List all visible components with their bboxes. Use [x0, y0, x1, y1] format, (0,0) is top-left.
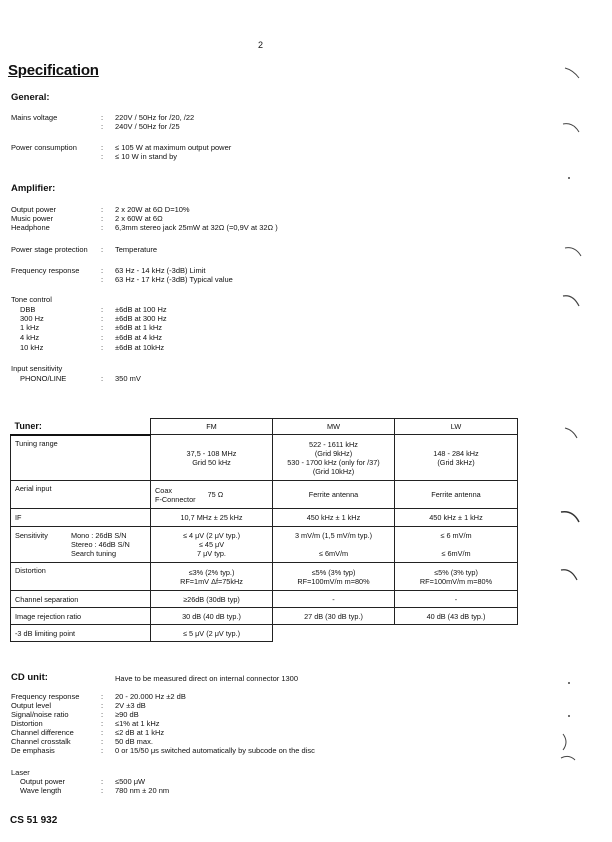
cell-line: ≤ 45 μV: [198, 540, 225, 549]
laser-sub-label: Output power: [20, 777, 66, 786]
margin-mark: [568, 177, 570, 179]
cell-line: (Grid 9kHz): [314, 448, 353, 458]
colon: :: [101, 786, 104, 795]
cd-value: ≤1% at 1 kHz: [115, 719, 160, 728]
headphone-label: Headphone: [11, 223, 50, 232]
margin-mark: [563, 124, 579, 132]
table-row: [11, 625, 518, 642]
cell-line: Coax: [155, 485, 173, 495]
page-title: Specification: [8, 62, 99, 79]
power-consumption-value-2: ≤ 10 W in stand by: [115, 152, 178, 161]
cell-line: ≤3% (2% typ.): [188, 567, 235, 577]
laser-value: 780 nm ± 20 nm: [115, 786, 170, 795]
colon: :: [101, 374, 104, 383]
input-sensitivity-value: 350 mV: [115, 374, 141, 383]
cd-heading: CD unit:: [11, 672, 48, 683]
image-rejection-lw: 40 dB (43 dB typ.): [395, 608, 518, 625]
cd-value: ≥90 dB: [115, 710, 139, 719]
frequency-response-label: Frequency response: [11, 266, 80, 275]
cd-value: 2V ±3 dB: [115, 701, 146, 710]
image-rejection-mw: 27 dB (30 dB typ.): [273, 608, 395, 625]
colon: :: [101, 305, 104, 314]
limiting-point-fm: ≤ 5 μV (2 μV typ.): [151, 625, 273, 642]
tuning-range-fm: [151, 435, 273, 481]
colon: :: [101, 333, 104, 342]
cd-label: De emphasis: [11, 746, 55, 755]
colon: :: [101, 746, 104, 755]
cell-line: ≤ 6mV/m: [318, 549, 349, 558]
colon: :: [101, 737, 104, 746]
margin-mark: [565, 68, 579, 78]
cell-line: RF=100mV/m m=80%: [297, 576, 370, 586]
table-row: [11, 527, 518, 563]
margin-mark: [565, 428, 577, 438]
colon: :: [101, 152, 104, 161]
cd-value: 0 or 15/50 μs switched automatically by subcode on the disc: [115, 746, 315, 755]
cd-label: Frequency response: [11, 692, 80, 701]
cell-line: Stereo : 46dB S/N: [71, 540, 130, 549]
margin-mark: [568, 682, 570, 684]
tone-sub-label: 300 Hz: [20, 314, 44, 323]
sensitivity-label: Sensitivity: [15, 531, 48, 540]
output-power-value: 2 x 20W at 6Ω D=10%: [115, 205, 190, 214]
colon: :: [101, 719, 104, 728]
cell-line: (Grid 3kHz): [437, 457, 475, 467]
colon: :: [101, 275, 104, 284]
separation-lw: -: [395, 591, 518, 608]
separation-label: Channel separation: [11, 591, 151, 608]
colon: :: [101, 266, 104, 275]
power-consumption-value-1: ≤ 105 W at maximum output power: [115, 143, 232, 152]
cd-value: ≤2 dB at 1 kHz: [115, 728, 165, 737]
amplifier-heading: Amplifier:: [11, 183, 56, 194]
tuning-range-mw: [273, 435, 395, 481]
if-label: IF: [11, 509, 151, 527]
aerial-fm: [151, 481, 273, 509]
tone-sub-label: 4 kHz: [20, 333, 40, 342]
cell-line: Grid 50 kHz: [192, 457, 231, 467]
table-row: [11, 509, 518, 527]
general-heading: General:: [11, 92, 50, 103]
cd-value: 20 - 20.000 Hz ±2 dB: [115, 692, 186, 701]
distortion-lw: [395, 563, 518, 591]
distortion-mw: [273, 563, 395, 591]
colon: :: [101, 223, 104, 232]
table-row: [11, 435, 518, 481]
mains-voltage-value-1: 220V / 50Hz for /20, /22: [115, 113, 195, 122]
col-fm: FM: [151, 419, 273, 435]
cell-line: F-Connector: [155, 494, 196, 504]
power-consumption-label: Power consumption: [11, 143, 77, 152]
margin-mark: [561, 512, 579, 522]
colon: :: [101, 701, 104, 710]
colon: :: [101, 777, 104, 786]
input-sensitivity-label: Input sensitivity: [11, 364, 63, 373]
headphone-value: 6,3mm stereo jack 25mW at 32Ω (=0,9V at 32Ω ): [115, 223, 278, 232]
cell-line: 75 Ω: [207, 490, 224, 499]
cd-label: Output level: [11, 701, 52, 710]
margin-mark: [561, 570, 577, 580]
tuning-range-label: Tuning range: [11, 435, 151, 481]
aerial-mw: Ferrite antenna: [273, 481, 395, 509]
aerial-label: Aerial input: [11, 481, 151, 509]
tone-value: ±6dB at 1 kHz: [115, 323, 163, 332]
cell-line: 530 - 1700 kHz (only for /37): [287, 457, 380, 467]
protection-value: Temperature: [115, 245, 158, 254]
distortion-label: Distortion: [11, 563, 151, 591]
cell-line: 148 - 284 kHz: [433, 448, 479, 458]
scan-margin-marks: [555, 50, 605, 810]
tuner-heading: Tuner:: [11, 419, 151, 435]
tone-value: ±6dB at 4 kHz: [115, 333, 163, 342]
colon: :: [101, 122, 104, 131]
colon: :: [101, 113, 104, 122]
cell-line: Search tuning: [71, 549, 117, 558]
tuning-range-lw: [395, 435, 518, 481]
table-row: [11, 608, 518, 625]
sensitivity-lw: [395, 527, 518, 563]
cd-label: Signal/noise ratio: [11, 710, 69, 719]
colon: :: [101, 692, 104, 701]
if-lw: 450 kHz ± 1 kHz: [395, 509, 518, 527]
cd-label: Distortion: [11, 719, 43, 728]
sensitivity-mw: [273, 527, 395, 563]
cell-line: (Grid 10kHz): [312, 466, 355, 476]
separation-mw: -: [273, 591, 395, 608]
colon: :: [101, 205, 104, 214]
margin-mark: [563, 734, 566, 750]
cd-label: Channel difference: [11, 728, 74, 737]
margin-mark: [568, 715, 570, 717]
colon: :: [101, 214, 104, 223]
laser-label: Laser: [11, 768, 30, 777]
col-mw: MW: [273, 419, 395, 435]
table-row: [11, 481, 518, 509]
protection-label: Power stage protection: [11, 245, 88, 254]
colon: :: [101, 314, 104, 323]
image-rejection-label: Image rejection ratio: [11, 608, 151, 625]
aerial-lw: Ferrite antenna: [395, 481, 518, 509]
separation-fm: ≥26dB (30dB typ): [151, 591, 273, 608]
frequency-response-value-2: 63 Hz - 17 kHz (-3dB) Typical value: [115, 275, 233, 284]
tone-sub-label: 1 kHz: [20, 323, 40, 332]
mains-voltage-value-2: 240V / 50Hz for /25: [115, 122, 180, 131]
music-power-value: 2 x 60W at 6Ω: [115, 214, 163, 223]
colon: :: [101, 143, 104, 152]
distortion-fm: [151, 563, 273, 591]
page-number: 2: [258, 40, 264, 50]
cell-line: 7 μV typ.: [197, 549, 226, 558]
phono-line-label: PHONO/LINE: [20, 374, 67, 383]
colon: :: [101, 323, 104, 332]
sensitivity-label-cell: [11, 527, 151, 563]
tone-value: ±6dB at 10kHz: [115, 343, 165, 352]
colon: :: [101, 343, 104, 352]
tone-value: ±6dB at 300 Hz: [115, 314, 167, 323]
document-code: CS 51 932: [10, 815, 58, 826]
if-mw: 450 kHz ± 1 kHz: [273, 509, 395, 527]
cell-line: ≤5% (3% typ): [311, 567, 356, 577]
limiting-point-label: -3 dB limiting point: [11, 625, 151, 642]
laser-value: ≤500 μW: [115, 777, 146, 786]
cell-line: ≤ 6mV/m: [441, 549, 471, 558]
sensitivity-fm: [151, 527, 273, 563]
margin-mark: [561, 756, 575, 760]
colon: :: [101, 245, 104, 254]
tone-sub-label: DBB: [20, 305, 36, 314]
tone-value: ±6dB at 100 Hz: [115, 305, 167, 314]
margin-mark: [563, 296, 579, 306]
col-lw: LW: [395, 419, 518, 435]
cell-line: 37,5 - 108 MHz: [186, 448, 237, 458]
cell-line: ≤ 6 mV/m: [440, 531, 472, 540]
mains-voltage-label: Mains voltage: [11, 113, 58, 122]
frequency-response-value-1: 63 Hz - 14 kHz (-3dB) Limit: [115, 266, 206, 275]
cell-line: RF=100mV/m m=80%: [419, 576, 493, 586]
cell-line: 522 - 1611 kHz: [309, 439, 358, 449]
if-fm: 10,7 MHz ± 25 kHz: [151, 509, 273, 527]
tone-control-label: Tone control: [11, 295, 52, 304]
image-rejection-fm: 30 dB (40 dB typ.): [151, 608, 273, 625]
table-row: [11, 563, 518, 591]
cd-note: Have to be measured direct on internal connector 1300: [115, 674, 299, 683]
table-row: [11, 591, 518, 608]
cell-line: RF=1mV Δf=75kHz: [180, 576, 243, 586]
tuner-table: [10, 418, 517, 651]
laser-sub-label: Wave length: [20, 786, 62, 795]
colon: :: [101, 728, 104, 737]
tone-sub-label: 10 kHz: [20, 343, 44, 352]
cell-line: Mono : 26dB S/N: [71, 531, 127, 540]
colon: :: [101, 710, 104, 719]
output-power-label: Output power: [11, 205, 57, 214]
cd-value: 50 dB max.: [115, 737, 153, 746]
cd-label: Channel crosstalk: [11, 737, 71, 746]
cell-line: ≤ 4 μV (2 μV typ.): [182, 531, 241, 540]
cell-line: 3 mV/m (1,5 mV/m typ.): [294, 531, 373, 540]
music-power-label: Music power: [11, 214, 54, 223]
cell-line: ≤5% (3% typ): [434, 567, 478, 577]
margin-mark: [565, 248, 581, 256]
